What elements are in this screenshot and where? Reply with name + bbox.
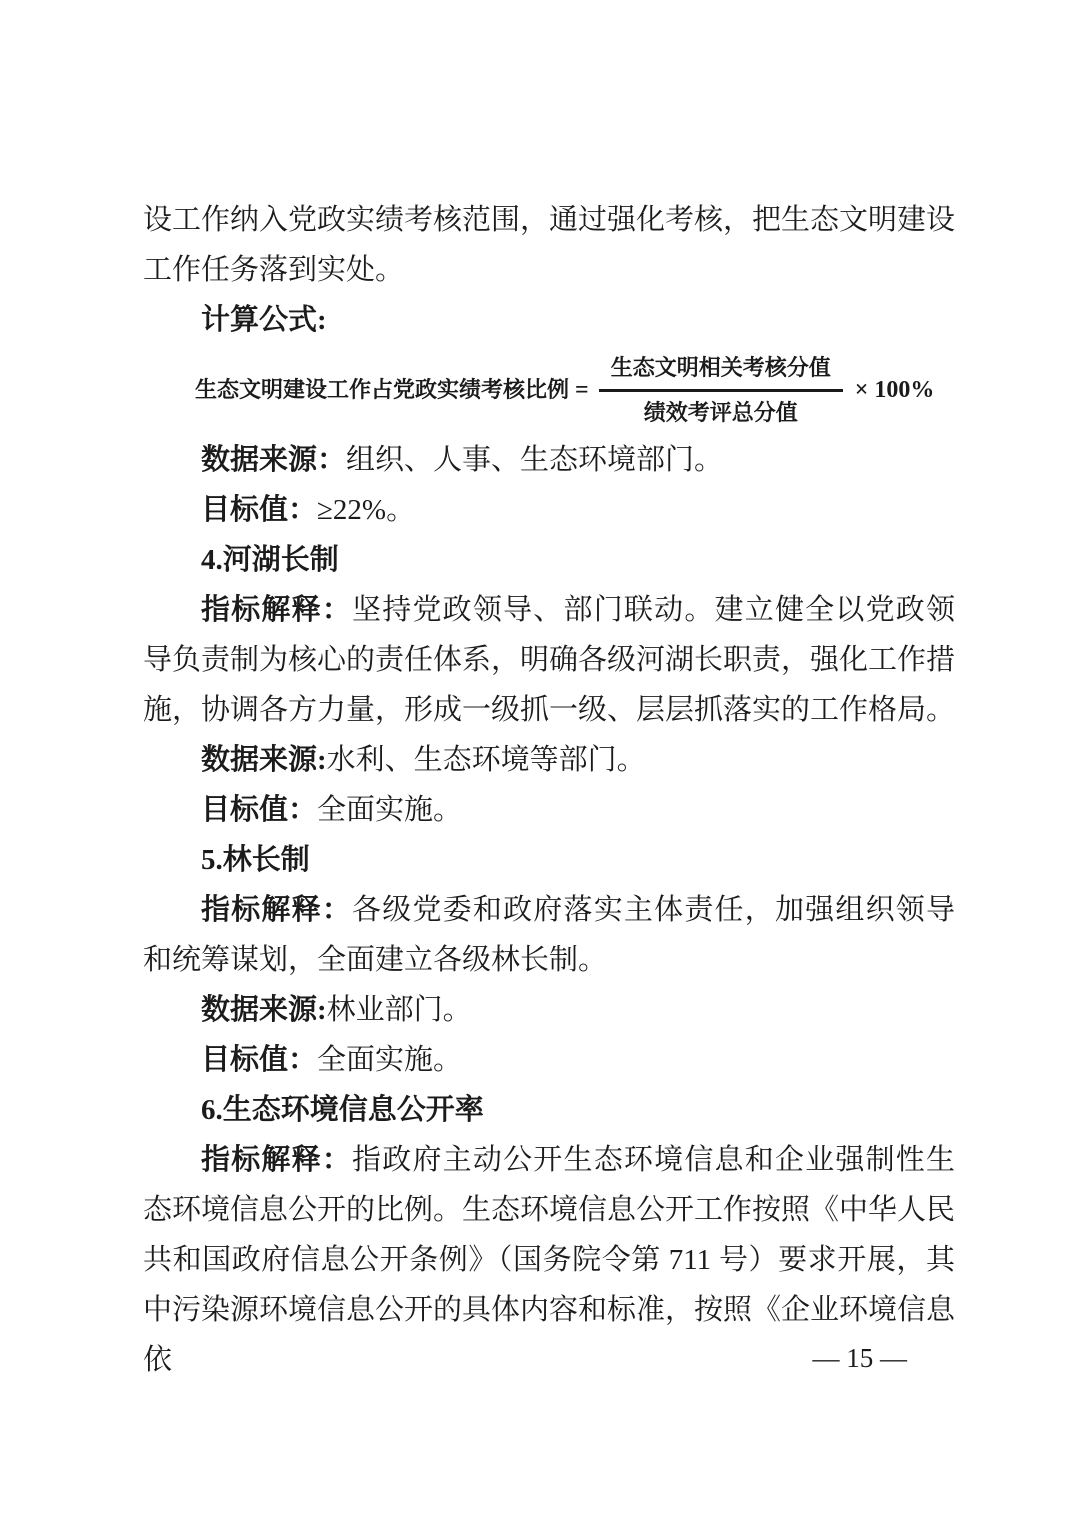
target-value: ≥22%。 [317,494,416,526]
page-content [143,195,955,1385]
section-heading-6: 6.生态环境信息公开率 [201,1094,484,1126]
target-value: 全面实施。 [317,1044,463,1076]
explanation-text: 坚持党政领导、部门联动。建立健全以党政领导负责制为核心的责任体系，明确各级河湖长职责，强化工作措施，协调各方力量，形成一级抓一级、层层抓落实的工作格局。 [143,594,956,726]
indicator5-data-source-line [143,985,955,1035]
target-value: 全面实施。 [317,794,463,826]
explanation-label: 指标解释： [201,1144,353,1176]
formula-multiplier: × 100% [854,376,935,403]
target-value-label: 目标值： [201,1044,318,1076]
formula-lhs: 生态文明建设工作占党政实绩考核比例 [195,377,570,403]
calculation-formula [143,345,955,435]
indicator4-explanation-paragraph [143,585,955,735]
indicator3-target-line [143,485,955,535]
explanation-text: 指政府主动公开生态环境信息和企业强制性生态环境信息公开的比例。生态环境信息公开工作按照《中华人民共和国政府信息公开条例》（国务院令第 711 号）要求开展，其中污染源环境信息公开的具体内容和标准，按照《企业环境信息依 [143,1144,956,1376]
formula-numerator: 生态文明相关考核分值 [599,352,843,392]
data-source-value: 林业部门。 [326,994,472,1026]
continuation-paragraph: 设工作纳入党政实绩考核范围，通过强化考核，把生态文明建设工作任务落到实处。 [143,204,956,286]
indicator3-data-source-line [143,435,955,485]
target-value-label: 目标值： [201,794,318,826]
indicator5-explanation-paragraph [143,885,955,985]
data-source-value: 水利、生态环境等部门。 [326,744,646,776]
indicator4-data-source-line [143,735,955,785]
data-source-value: 组织、人事、生态环境部门。 [346,444,724,476]
explanation-label: 指标解释： [201,594,353,626]
data-source-label: 数据来源: [201,744,327,776]
formula-equals-sign: = [575,376,589,403]
formula-label-line [143,295,955,345]
data-source-label: 数据来源: [201,994,327,1026]
formula-fraction [599,352,843,429]
data-source-label: 数据来源： [201,444,347,476]
explanation-text: 各级党委和政府落实主体责任，加强组织领导和统筹谋划，全面建立各级林长制。 [143,894,955,976]
page-number: — 15 — [812,1343,907,1373]
section-heading-4: 4.河湖长制 [201,544,339,576]
target-value-label: 目标值： [201,494,318,526]
indicator4-target-line [143,785,955,835]
indicator5-target-line [143,1035,955,1085]
formula-label: 计算公式: [201,304,327,336]
formula-denominator: 绩效考评总分值 [643,399,798,425]
section-heading-5: 5.林长制 [201,844,310,876]
explanation-label: 指标解释： [201,894,353,926]
